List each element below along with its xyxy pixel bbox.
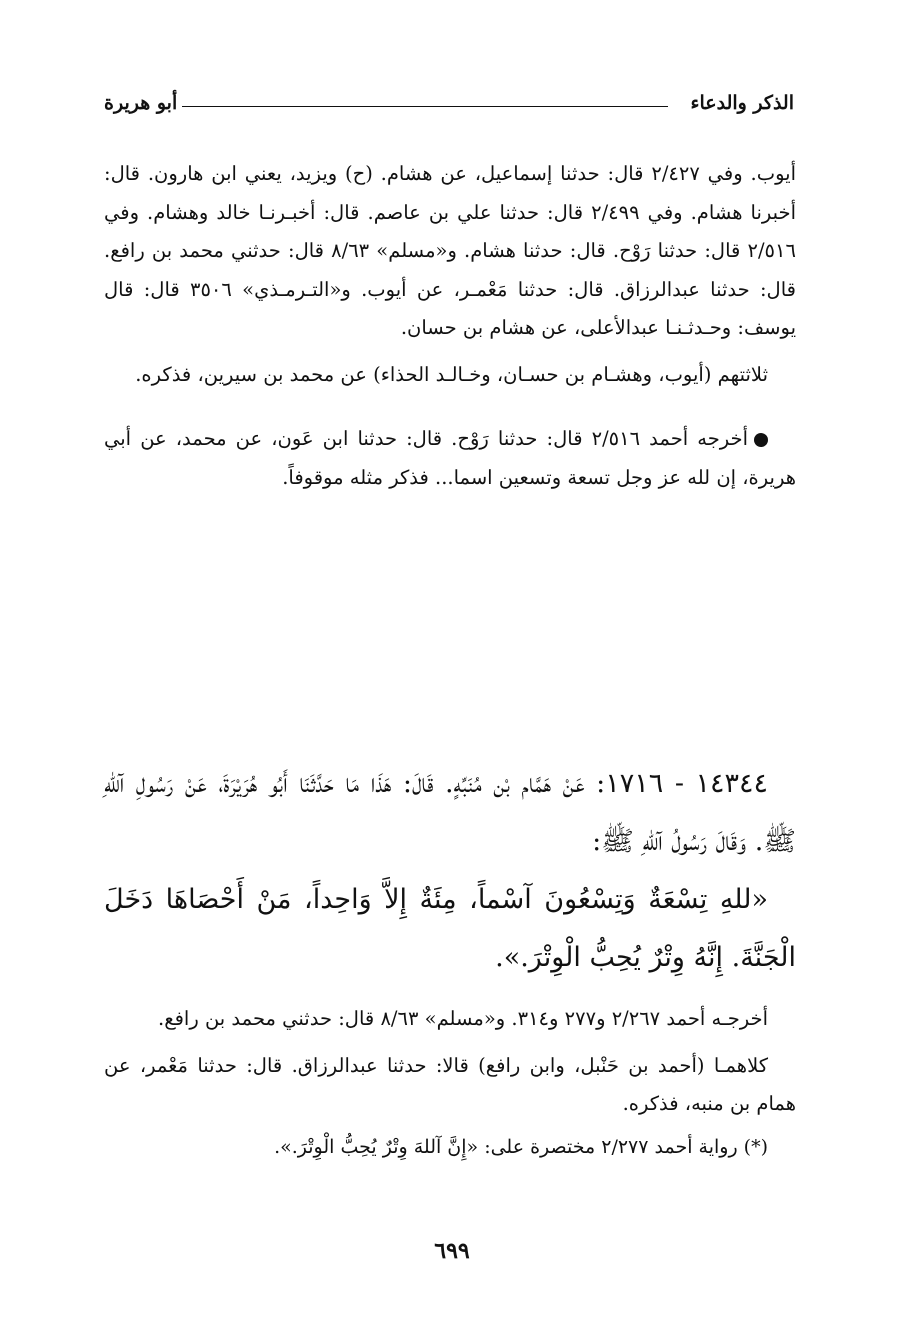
mawquf-text: أخرجه أحمد ٢/٥١٦ قال: حدثنا رَوْح. قال: حدثنا ابن عَون، عن محمد، عن أبي هريرة، إن لله عز وجل تسعة وتسعين اسما... فذكر مثله موقوفاً.: [104, 427, 796, 489]
isnad-paragraph: أيوب. وفي ٢/٤٢٧ قال: حدثنا إسماعيل، عن هشام. (ح) ويزيد، يعني ابن هارون. قال: أخبرنا هشام. وفي ٢/٤٩٩ قال: حدثنا علي بن عاصم. قال: أخبـرنـا خالد وهشام. وفي ٢/٥١٦ قال: حدثنا رَوْح. قال: حدثنا هشام. و«مسلم» ٨/٦٣ قال: حدثني محمد بن رافع. قال: حدثنا عبدالرزاق. قال: حدثنا مَعْمـر، عن أيوب. و«التـرمـذي» ٣٥٠٦ قال: قال يوسف: وحـدثـنـا عبدالأعلى، عن هشام بن حسان.: [104, 162, 796, 339]
narrator-title: أبو هريرة: [104, 92, 178, 114]
chain-paragraph: كلاهمـا (أحمد بن حَنْبل، وابن رافع) قالا: حدثنا عبدالرزاق. قال: حدثنا مَعْمر، عن همام بن منبه، فذكره.: [104, 1053, 796, 1115]
top-section: [104, 155, 796, 497]
footnote: (*) رواية أحمد ٢/٢٧٧ مختصرة على: «إِنَّ آللهَ وِتْرٌ يُحِبُّ الْوِتْرَ.».: [274, 1135, 768, 1158]
header-rule: [182, 106, 668, 107]
mawquf-paragraph: [104, 420, 796, 497]
hadith-section: [104, 755, 796, 987]
chapter-title: الذكر والدعاء: [690, 92, 794, 114]
summary-paragraph: ثلاثتهم (أيوب، وهشـام بن حسـان، وخـالـد الحذاء) عن محمد بن سيرين، فذكره.: [135, 362, 768, 386]
hadith-matn: «للهِ تِسْعَةٌ وَتِسْعُونَ آسْماً، مِئَةٌ إِلاَّ وَاحِداً، مَنْ أَحْصَاهَا دَخَلَ الْجَنَّةَ. إِنَّهُ وِتْرٌ يُحِبُّ الْوِتْرَ.».: [104, 884, 796, 973]
bottom-section: [104, 1000, 796, 1166]
hadith-intro: ١٤٣٤٤ - ١٧١٦: عَنْ هَمَّام بْن مُنَبِّهٍ. قَالَ: هَذَا مَا حَدَّثَنَا أَبُو هُرَيْرَةَ، عَنْ رَسُولِ آللهِ ﷺ. وَقَالَ رَسُولُ آللهِ ﷺ:: [104, 768, 796, 857]
page-number: ٦٩٩: [434, 1238, 470, 1264]
takhrij-paragraph: أخرجـه أحمد ٢/٢٦٧ و٢٧٧ و٣١٤. و«مسلم» ٨/٦٣ قال: حدثني محمد بن رافع.: [158, 1007, 768, 1030]
running-header: [104, 92, 794, 122]
bullet-icon: [754, 433, 768, 447]
